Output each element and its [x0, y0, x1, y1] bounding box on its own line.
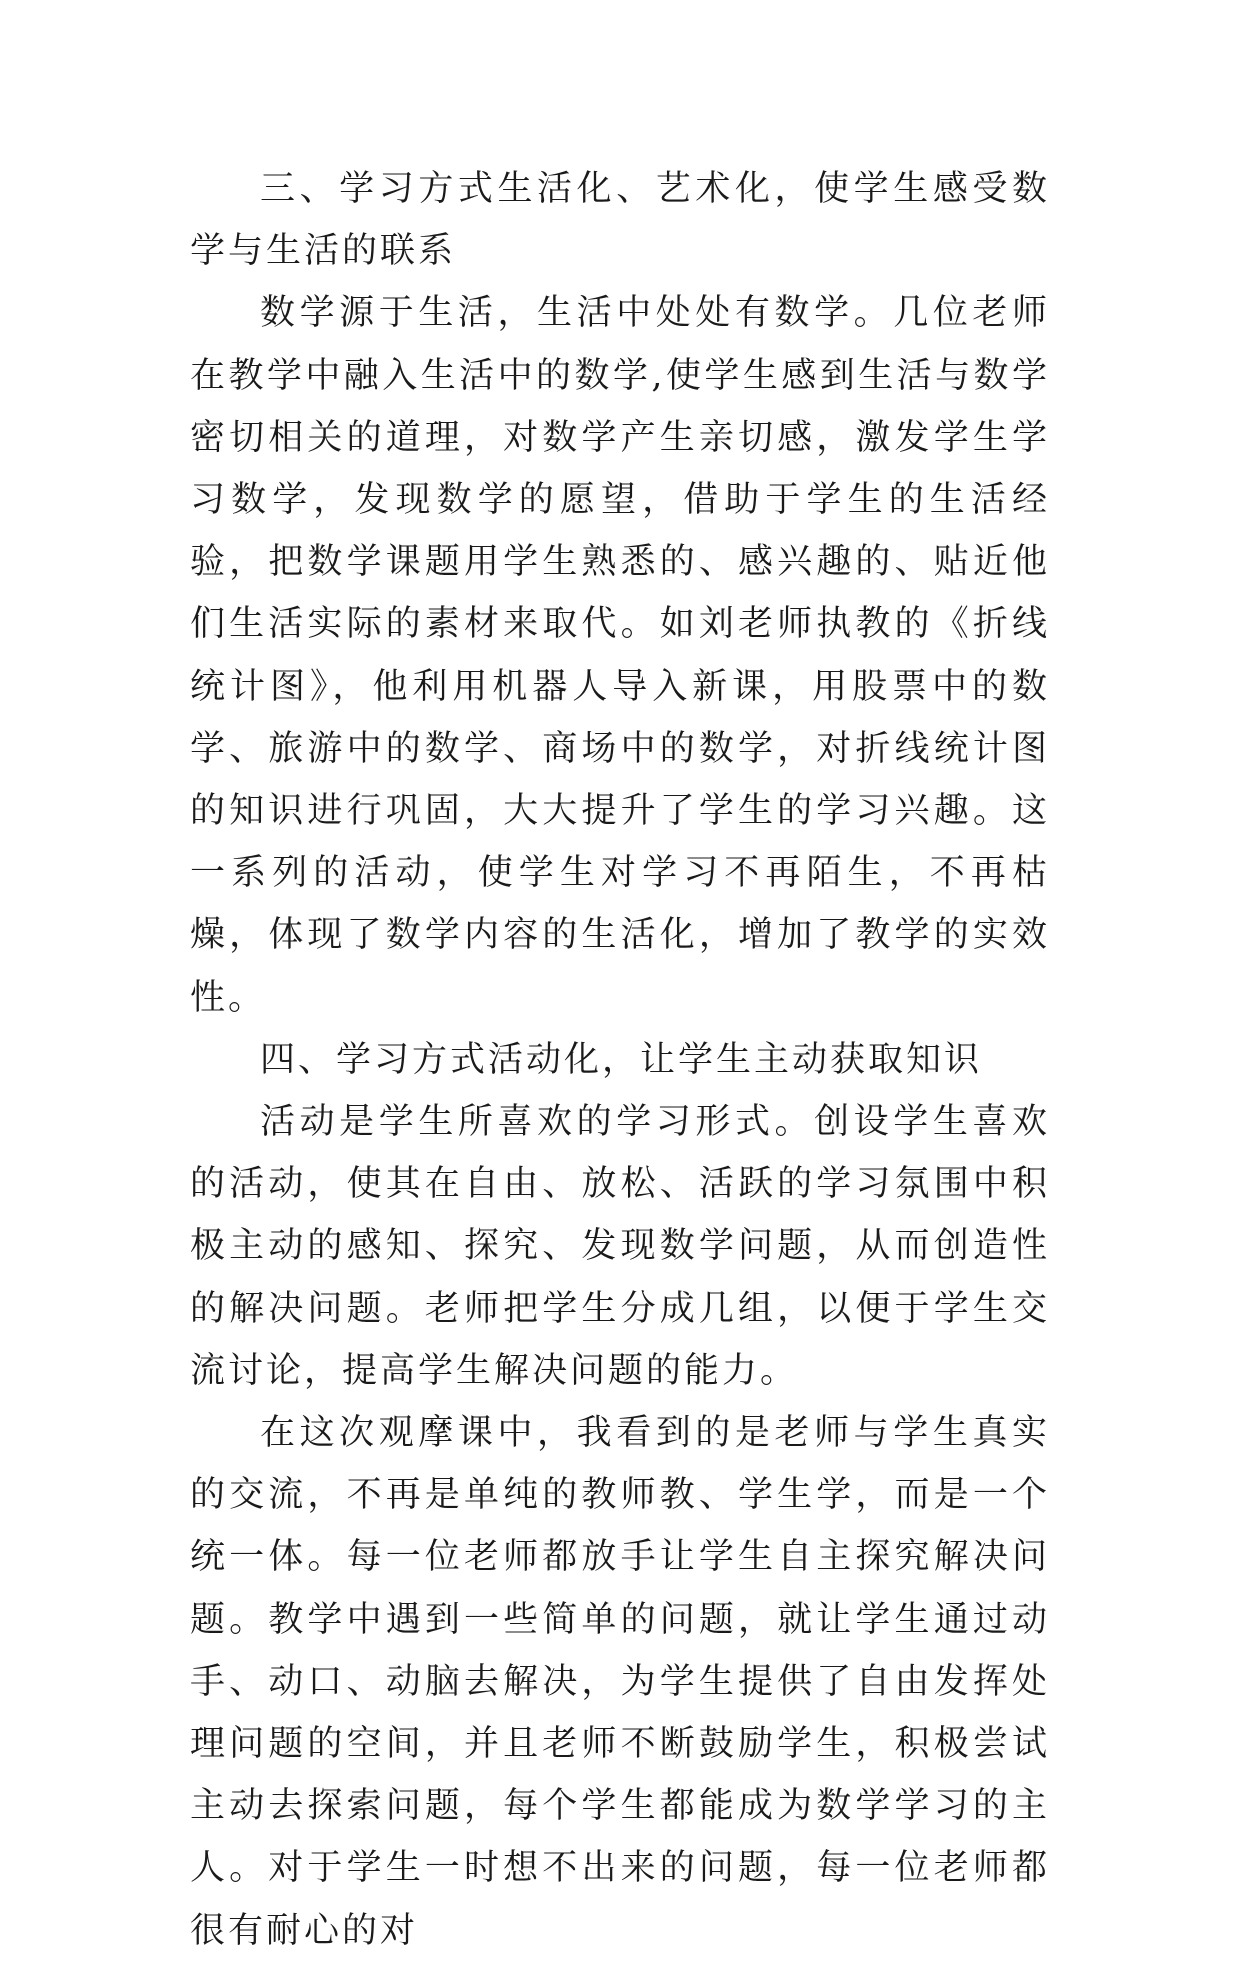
body-paragraph: 活动是学生所喜欢的学习形式。创设学生喜欢的活动，使其在自由、放松、活跃的学习氛围中积极主动的感知、探究、发现数学问题，从而创造性的解决问题。老师把学生分成几组，以便于学生交流讨论，提高学生解决问题的能力。 [190, 1102, 1050, 1391]
body-paragraph: 数学源于生活，生活中处处有数学。几位老师在教学中融入生活中的数学,使学生感到生活与数学密切相关的道理，对数学产生亲切感，激发学生学习数学，发现数学的愿望，借助于学生的生活经验，把数学课题用学生熟悉的、感兴趣的、贴近他们生活实际的素材来取代。如刘老师执教的《折线统计图》，他利用机器人导入新课，用股票中的数学、旅游中的数学、商场中的数学，对折线统计图的知识进行巩固，大大提升了学生的学习兴趣。这一系列的活动，使学生对学习不再陌生，不再枯燥，体现了数学内容的生活化，增加了教学的实效性。 [190, 293, 1050, 1018]
section-heading-three: 三、学习方式生活化、艺术化，使学生感受数学与生活的联系 [190, 169, 1050, 272]
section-heading-four: 四、学习方式活动化，让学生主动获取知识 [260, 1039, 983, 1080]
document-body [190, 158, 1050, 1962]
body-paragraph: 在这次观摩课中，我看到的是老师与学生真实的交流，不再是单纯的教师教、学生学，而是一个统一体。每一位老师都放手让学生自主探究解决问题。教学中遇到一些简单的问题，就让学生通过动手、动口、动脑去解决，为学生提供了自由发挥处理问题的空间，并且老师不断鼓励学生，积极尝试主动去探索问题，每个学生都能成为数学学习的主人。对于学生一时想不出来的问题，每一位老师都很有耐心的对 [190, 1413, 1050, 1951]
